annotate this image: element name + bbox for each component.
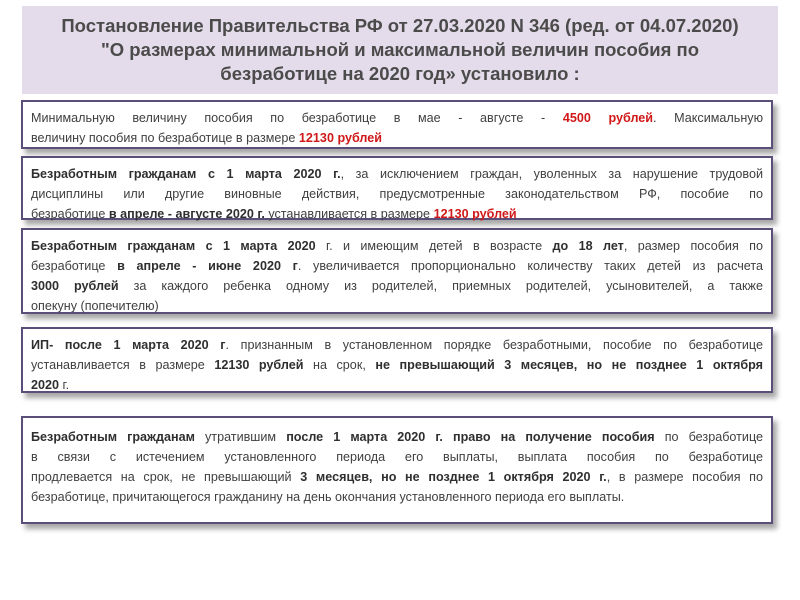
highlight-amount: 12130 рублей bbox=[298, 131, 383, 145]
card-benefit-extension bbox=[21, 416, 773, 524]
card-text: безработице bbox=[31, 259, 106, 273]
card-line bbox=[31, 184, 763, 204]
card-line bbox=[31, 427, 763, 447]
highlight-amount: 12130 рублей bbox=[433, 207, 517, 221]
bold-text: в апреле - июне 2020 г bbox=[117, 259, 298, 273]
card-text: безработице, причитающегося гражданину на день окончания установленного периода его выплаты. bbox=[31, 490, 625, 504]
card-text: Минимальную величину пособия по безработице в мае - августе - bbox=[31, 111, 546, 125]
card-text: безработице bbox=[31, 207, 106, 221]
card-line bbox=[31, 447, 763, 467]
bold-text: 3000 рублей bbox=[31, 279, 119, 293]
card-with-children bbox=[21, 228, 773, 314]
card-text: на срок, bbox=[313, 358, 366, 372]
card-text: , за исключением граждан, уволенных за нарушение трудовой bbox=[340, 167, 763, 181]
card-text: величину пособия по безработице в размере bbox=[31, 131, 296, 145]
card-line bbox=[31, 335, 763, 355]
card-text: утратившим bbox=[205, 430, 277, 444]
bold-text: Безработным гражданам с 1 марта 2020 bbox=[31, 239, 316, 253]
card-text: продлевается на срок, не превышающий bbox=[31, 470, 292, 484]
bold-text: ИП- после 1 марта 2020 г bbox=[31, 338, 226, 352]
card-line bbox=[31, 276, 763, 296]
card-line bbox=[31, 204, 763, 224]
card-text: , в размере пособия по bbox=[606, 470, 764, 484]
card-line bbox=[31, 236, 763, 256]
bold-text: после 1 марта 2020 г. право на получение пособия bbox=[286, 430, 655, 444]
card-min-max-benefit bbox=[21, 100, 773, 149]
bold-text: не превышающий 3 месяцев, но не позднее 1 октября bbox=[375, 358, 764, 372]
card-text: дисциплины или другие виновные действия, предусмотренные законодательством РФ, пособие по bbox=[31, 187, 763, 201]
card-text: устанавливается в размере bbox=[268, 207, 431, 221]
bold-text: 12130 рублей bbox=[214, 358, 304, 372]
card-line bbox=[31, 355, 763, 375]
card-text: . признанным в установленном порядке безработными, пособие по безработице bbox=[225, 338, 764, 352]
card-text: , размер пособия по bbox=[623, 239, 763, 253]
card-unemployed-from-march bbox=[21, 156, 773, 220]
card-text: по безработице bbox=[664, 430, 764, 444]
card-line bbox=[31, 296, 763, 316]
card-text: . Максимальную bbox=[653, 111, 764, 125]
card-text: г. и имеющим детей в возрасте bbox=[326, 239, 543, 253]
highlight-amount: 4500 рублей bbox=[562, 111, 654, 125]
card-line bbox=[31, 128, 763, 148]
bold-text: Безработным гражданам bbox=[31, 430, 195, 444]
card-text: опекуну (попечителю) bbox=[31, 299, 159, 313]
card-line bbox=[31, 467, 763, 487]
card-line bbox=[31, 375, 763, 395]
title-line-2: "О размерах минимальной и максимальной величин пособия по bbox=[100, 39, 700, 60]
bold-text: 3 месяцев, но не позднее 1 октября 2020 г. bbox=[300, 470, 607, 484]
card-text: . увеличивается пропорционально количеству таких детей из расчета bbox=[297, 259, 763, 273]
bold-text: до 18 лет bbox=[552, 239, 624, 253]
page-title bbox=[22, 6, 778, 94]
bold-text: 2020 bbox=[31, 378, 60, 392]
card-individual-entrepreneurs bbox=[21, 327, 773, 393]
card-line bbox=[31, 487, 763, 507]
card-line bbox=[31, 108, 763, 128]
title-line-1: Постановление Правительства РФ от 27.03.2020 N 346 (ред. от 04.07.2020) bbox=[61, 15, 739, 36]
card-line bbox=[31, 164, 763, 184]
bold-text: Безработным гражданам с 1 марта 2020 г. bbox=[31, 167, 341, 181]
card-text: устанавливается в размере bbox=[31, 358, 205, 372]
card-text: за каждого ребенка одному из родителей, приемных родителей, усыновителей, а также bbox=[133, 279, 763, 293]
title-line-3: безработице на 2020 год» установило : bbox=[220, 63, 580, 84]
card-text: г. bbox=[62, 378, 70, 392]
bold-text: в апреле - августе 2020 г. bbox=[108, 207, 265, 221]
card-text: в связи с истечением установленного периода его выплаты, выплата пособия по безработице bbox=[31, 450, 763, 464]
card-line bbox=[31, 256, 763, 276]
